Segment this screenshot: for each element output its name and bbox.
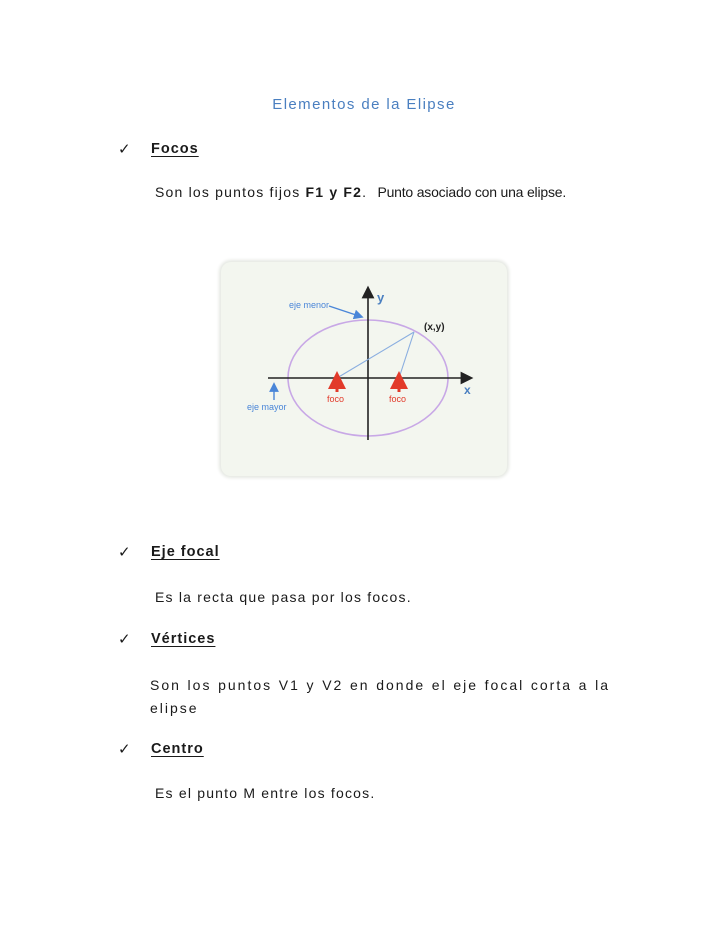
check-icon: ✓ <box>118 631 132 648</box>
ellipse-diagram <box>221 262 507 476</box>
focos-description: Son los puntos fijos F1 y F2. Punto asociado con una elipse. <box>155 184 567 200</box>
centro-description: Es el punto M entre los focos. <box>155 785 376 801</box>
check-icon: ✓ <box>118 544 132 561</box>
label-foco-1: foco <box>327 394 345 404</box>
radius-line-2 <box>399 332 414 378</box>
vertices-description: Son los puntos V1 y V2 en donde el eje focal corta a la elipse <box>150 677 610 716</box>
eje-menor-arrow <box>329 306 359 316</box>
label-foco-2: foco <box>389 394 407 404</box>
section-heading-focos <box>118 140 199 158</box>
label-point: (x,y) <box>424 322 445 333</box>
heading-label: Eje focal <box>151 544 220 560</box>
label-x: x <box>464 383 471 397</box>
radius-line-1 <box>337 332 414 378</box>
ellipse-diagram-svg <box>221 262 507 476</box>
heading-label: Focos <box>151 141 199 157</box>
section-heading-vertices <box>118 630 215 648</box>
eje-focal-description: Es la recta que pasa por los focos. <box>155 589 412 605</box>
label-eje-mayor: eje mayor <box>247 402 287 412</box>
heading-label: Centro <box>151 741 204 757</box>
section-heading-eje-focal <box>118 543 220 561</box>
label-y: y <box>377 290 385 305</box>
check-icon: ✓ <box>118 141 132 158</box>
section-heading-centro <box>118 740 204 758</box>
label-eje-menor: eje menor <box>289 300 330 310</box>
check-icon: ✓ <box>118 741 132 758</box>
heading-label: Vértices <box>151 631 216 647</box>
page-title: Elementos de la Elipse <box>272 96 456 113</box>
